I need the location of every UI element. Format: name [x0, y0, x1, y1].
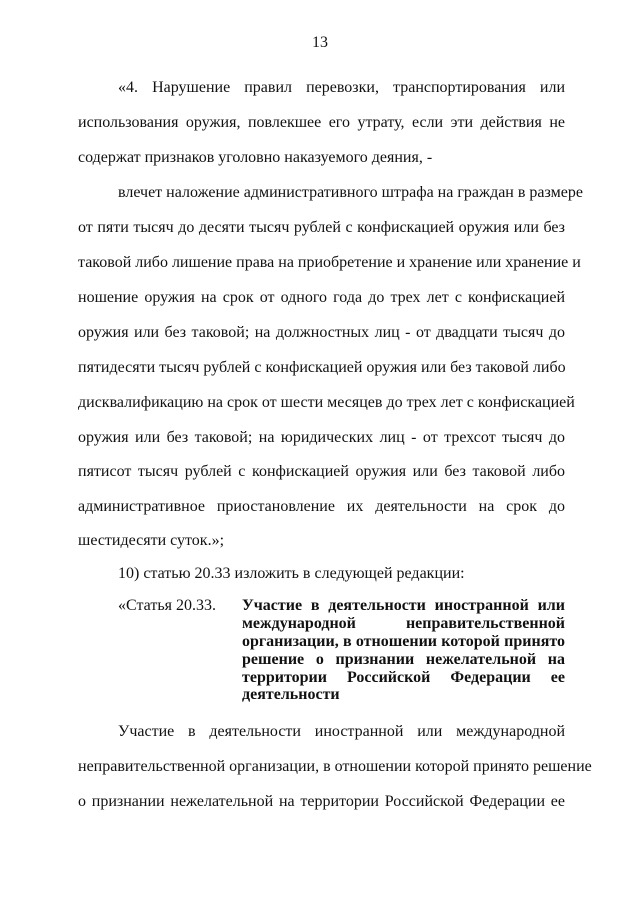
article-title-line-3: организации, в отношении которой принято: [242, 633, 565, 650]
penalty-line-9: пятисот тысяч рублей с конфискацией оружия или без таковой либо: [78, 463, 565, 480]
penalty-line-11: шестидесяти суток.»;: [78, 532, 225, 549]
penalty-line-6: пятидесяти тысяч рублей с конфискацией оружия или без таковой либо: [78, 359, 566, 376]
penalty-line-5: оружия или без таковой; на должностных лиц - от двадцати тысяч до: [78, 324, 565, 341]
body-line-2: неправительственной организации, в отношении которой принято решение: [78, 758, 592, 775]
paragraph-4-line-3: содержат признаков уголовно наказуемого деяния, -: [78, 149, 433, 166]
article-title-line-5: территории Российской Федерации ее: [242, 669, 565, 686]
paragraph-4-line-1: «4. Нарушение правил перевозки, транспортирования или: [118, 79, 565, 96]
article-title-line-6: деятельности: [242, 686, 340, 703]
paragraph-4-line-2: использования оружия, повлекшее его утрату, если эти действия не: [78, 114, 565, 131]
penalty-line-4: ношение оружия на срок от одного года до трех лет с конфискацией: [78, 289, 565, 306]
penalty-line-8: оружия или без таковой; на юридических лиц - от трехсот тысяч до: [78, 429, 565, 446]
penalty-line-2: от пяти тысяч до десяти тысяч рублей с конфискацией оружия или без: [78, 219, 565, 236]
article-title-line-1: Участие в деятельности иностранной или: [242, 597, 565, 614]
item-10: 10) статью 20.33 изложить в следующей редакции:: [118, 565, 465, 582]
article-title-line-4: решение о признании нежелательной на: [242, 651, 565, 668]
penalty-line-10: административное приостановление их деятельности на срок до: [78, 498, 565, 515]
page-number: 13: [312, 34, 328, 51]
penalty-line-3: таковой либо лишение права на приобретение и хранение или хранение и: [78, 254, 581, 271]
article-label: «Статья 20.33.: [118, 597, 216, 614]
body-line-3: о признании нежелательной на территории Российской Федерации ее: [78, 793, 565, 810]
body-line-1: Участие в деятельности иностранной или международной: [118, 723, 565, 740]
penalty-line-1: влечет наложение административного штрафа на граждан в размере: [118, 184, 583, 201]
penalty-line-7: дисквалификацию на срок от шести месяцев до трех лет с конфискацией: [78, 394, 575, 411]
article-title-line-2: международной неправительственной: [242, 615, 565, 632]
